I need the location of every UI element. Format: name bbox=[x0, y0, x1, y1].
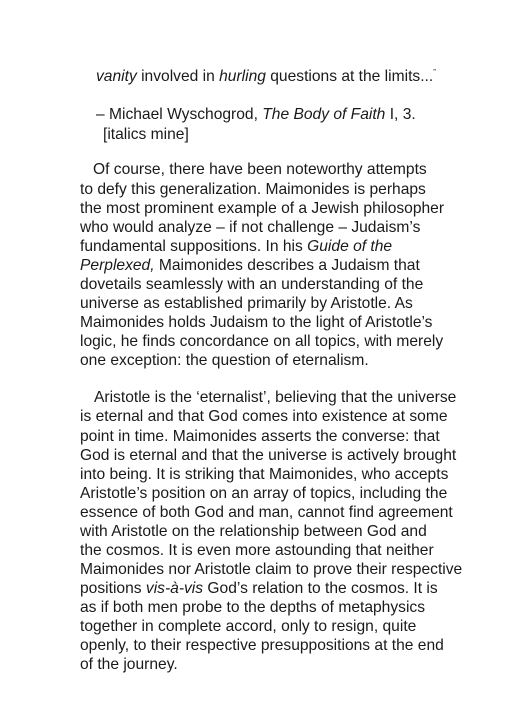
paragraph-2-line: of the journey. bbox=[80, 656, 178, 673]
paragraph-2-line: openly, to their respective presuppositions at the end bbox=[80, 637, 444, 654]
paragraph-2-text: positions bbox=[80, 580, 146, 597]
paragraph-1-text: Maimonides describes a Judaism that bbox=[154, 257, 420, 274]
book-title-italic: Perplexed, bbox=[80, 257, 155, 274]
book-title-italic: Guide of the bbox=[307, 238, 393, 255]
paragraph-2-line: essence of both God and man, cannot find agreement bbox=[80, 504, 453, 521]
paragraph-1-line: the most prominent example of a Jewish philosopher bbox=[80, 200, 445, 217]
paragraph-1-line: who would analyze – if not challenge – Judaism’s bbox=[80, 219, 421, 236]
paragraph-1-line: one exception: the question of eternalism. bbox=[80, 352, 369, 369]
paragraph-1-line: Maimonides holds Judaism to the light of Aristotle’s bbox=[80, 314, 433, 331]
quote-italic-word: hurling bbox=[219, 68, 266, 85]
attribution-book-title: The Body of Faith bbox=[262, 106, 386, 123]
quote-attribution bbox=[96, 105, 416, 124]
paragraph-2-line: together in complete accord, only to resign, quite bbox=[80, 618, 417, 635]
paragraph-1-line bbox=[80, 256, 420, 275]
paragraph-1-text: fundamental suppositions. In his bbox=[80, 238, 308, 255]
quote-text: questions at the limits... bbox=[265, 68, 434, 85]
attribution-reference: I, 3. bbox=[385, 106, 416, 123]
paragraph-2-line: with Aristotle on the relationship between God and bbox=[80, 523, 427, 540]
paragraph-2-line: point in time. Maimonides asserts the converse: that bbox=[80, 428, 440, 445]
attribution-note: [italics mine] bbox=[103, 126, 189, 143]
paragraph-1-line: logic, he finds concordance on all topics, with merely bbox=[80, 333, 444, 350]
paragraph-2-line bbox=[80, 579, 438, 598]
paragraph-2-line: Aristotle is the ‘eternalist’, believing that the universe bbox=[94, 389, 457, 406]
paragraph-2-line: Maimonides nor Aristotle claim to prove their respective bbox=[80, 561, 463, 578]
paragraph-2-line: Aristotle’s position on an array of topics, including the bbox=[80, 485, 448, 502]
paragraph-1-line: Of course, there have been noteworthy attempts bbox=[93, 161, 427, 178]
paragraph-2-line: God is eternal and that the universe is actively brought bbox=[80, 447, 457, 464]
paragraph-2-line: the cosmos. It is even more astounding that neither bbox=[80, 542, 434, 559]
quote-line bbox=[96, 63, 436, 86]
paragraph-2-text: God’s relation to the cosmos. It is bbox=[203, 580, 438, 597]
paragraph-1-line: to defy this generalization. Maimonides is perhaps bbox=[80, 181, 426, 198]
closing-quote-mark: ” bbox=[433, 68, 436, 77]
paragraph-1-line: universe as established primarily by Aristotle. As bbox=[80, 295, 413, 312]
paragraph-2-line: is eternal and that God comes into existence at some bbox=[80, 408, 448, 425]
latin-phrase-italic: vis-à-vis bbox=[145, 580, 204, 597]
paragraph-1-line: dovetails seamlessly with an understanding of the bbox=[80, 276, 424, 293]
attribution-author: – Michael Wyschogrod, bbox=[96, 106, 263, 123]
paragraph-2-line: as if both men probe to the depths of metaphysics bbox=[80, 599, 425, 616]
paragraph-1-line bbox=[80, 237, 392, 256]
quote-italic-word: vanity bbox=[96, 68, 137, 85]
paragraph-2-line: into being. It is striking that Maimonides, who accepts bbox=[80, 466, 449, 483]
quote-text: involved in bbox=[136, 68, 220, 85]
